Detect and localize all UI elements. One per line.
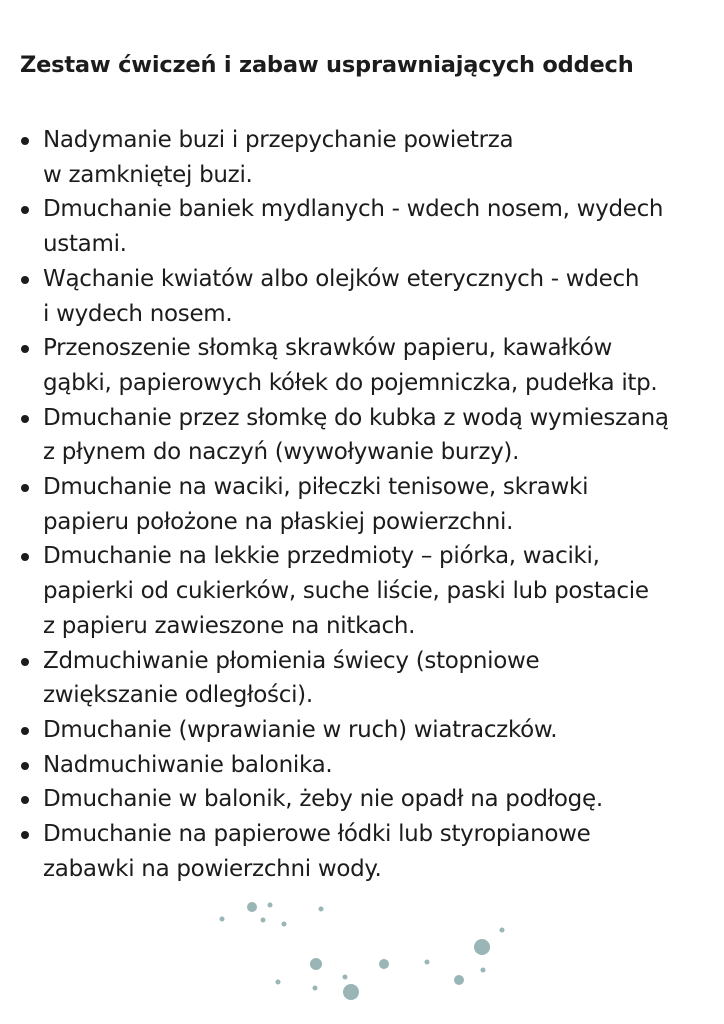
list-item-line: ustami. xyxy=(43,231,127,258)
bullet-icon xyxy=(21,727,29,735)
list-item-line: zabawki na powierzchni wody. xyxy=(43,855,382,882)
bullet-icon xyxy=(21,553,29,561)
list-item-line: Dmuchanie przez słomkę do kubka z wodą wymieszaną xyxy=(43,404,669,431)
list-item xyxy=(20,192,720,261)
decorative-dot xyxy=(310,958,322,970)
decorative-dot xyxy=(276,980,281,985)
bullet-icon xyxy=(21,831,29,839)
list-item-line: zwiększanie odległości). xyxy=(43,682,313,709)
decorative-dot xyxy=(481,968,486,973)
bullet-icon xyxy=(21,484,29,492)
exercise-list xyxy=(20,123,720,886)
list-item xyxy=(20,644,720,713)
list-item-line: Dmuchanie (wprawianie w ruch) wiatraczków. xyxy=(43,716,558,743)
decorative-dot xyxy=(313,986,318,991)
list-item xyxy=(20,713,720,748)
bullet-icon xyxy=(21,206,29,214)
list-item-line: Dmuchanie w balonik, żeby nie opadł na podłogę. xyxy=(43,786,603,813)
list-item xyxy=(20,748,720,783)
document-title: Zestaw ćwiczeń i zabaw usprawniających oddech xyxy=(20,52,634,78)
decorative-dot xyxy=(247,902,257,912)
list-item-line: Nadmuchiwanie balonika. xyxy=(43,751,333,778)
list-item xyxy=(20,123,720,192)
bullet-icon xyxy=(21,796,29,804)
decorative-dot xyxy=(379,959,389,969)
list-item xyxy=(20,262,720,331)
bullet-icon xyxy=(21,762,29,770)
list-item-line: Wąchanie kwiatów albo olejków eterycznych - wdech xyxy=(43,265,640,292)
decorative-dot xyxy=(474,939,490,955)
decorative-dots xyxy=(0,880,724,1024)
list-item xyxy=(20,782,720,817)
list-item-line: Przenoszenie słomką skrawków papieru, kawałków xyxy=(43,335,613,362)
list-item-line: Zdmuchiwanie płomienia świecy (stopniowe xyxy=(43,647,540,674)
decorative-dot xyxy=(425,960,430,965)
bullet-icon xyxy=(21,658,29,666)
bullet-icon xyxy=(21,276,29,284)
decorative-dot xyxy=(282,922,287,927)
list-item xyxy=(20,470,720,539)
list-item-line: i wydech nosem. xyxy=(43,300,233,327)
bullet-icon xyxy=(21,415,29,423)
decorative-dot xyxy=(454,975,464,985)
list-item-line: z płynem do naczyń (wywoływanie burzy). xyxy=(43,439,520,466)
decorative-dot xyxy=(268,903,273,908)
decorative-dot xyxy=(220,917,225,922)
list-item-line: Dmuchanie na papierowe łódki lub styropianowe xyxy=(43,821,591,848)
decorative-dot xyxy=(319,907,324,912)
bullet-icon xyxy=(21,137,29,145)
list-item xyxy=(20,817,720,886)
list-item-line: papieru położone na płaskiej powierzchni. xyxy=(43,508,514,535)
bullet-icon xyxy=(21,345,29,353)
list-item xyxy=(20,331,720,400)
decorative-dot xyxy=(261,918,266,923)
list-item-line: z papieru zawieszone na nitkach. xyxy=(43,612,416,639)
decorative-dot xyxy=(343,984,359,1000)
list-item-line: w zamkniętej buzi. xyxy=(43,161,253,188)
decorative-dot xyxy=(500,928,505,933)
list-item xyxy=(20,539,720,643)
list-item-line: Dmuchanie na lekkie przedmioty – piórka, waciki, xyxy=(43,543,600,570)
list-item-line: gąbki, papierowych kółek do pojemniczka, pudełka itp. xyxy=(43,369,658,396)
decorative-dot xyxy=(343,975,348,980)
list-item-line: papierki od cukierków, suche liście, paski lub postacie xyxy=(43,578,649,605)
list-item-line: Dmuchanie na waciki, piłeczki tenisowe, skrawki xyxy=(43,474,589,501)
list-item-line: Nadymanie buzi i przepychanie powietrza xyxy=(43,127,514,153)
list-item xyxy=(20,401,720,470)
list-item-line: Dmuchanie baniek mydlanych - wdech nosem, wydech xyxy=(43,196,664,223)
